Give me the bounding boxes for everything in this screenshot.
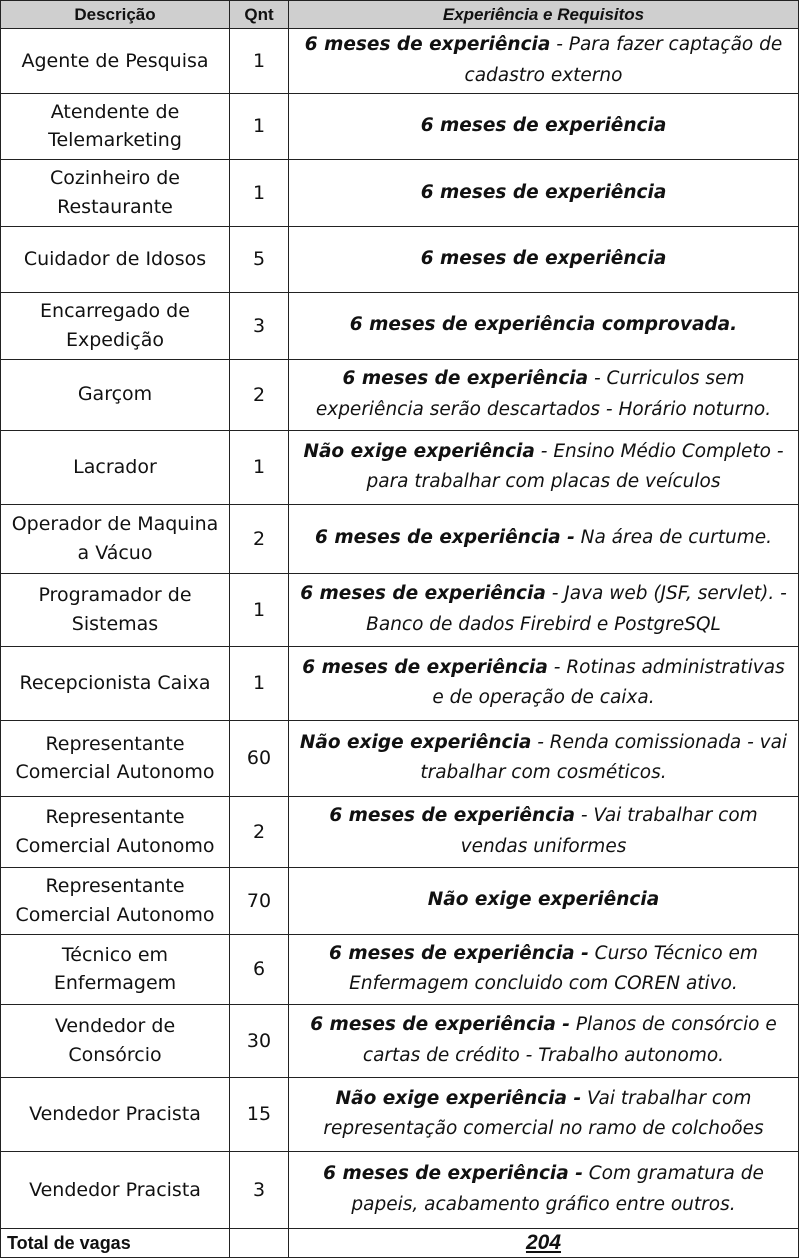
cell-descricao: Atendente de Telemarketing [1,93,230,159]
cell-descricao: Vendedor Pracista [1,1077,230,1151]
requisitos-detail: - Java web (JSF, servlet). - Banco de dados Firebird e PostgreSQL [366,583,787,635]
cell-descricao: Recepcionista Caixa [1,646,230,720]
requisitos-lead: 6 meses de experiência [420,115,667,137]
header-descricao: Descrição [1,1,230,29]
table-row [1,292,799,359]
header-qnt: Qnt [230,1,289,29]
cell-qnt: 5 [230,226,289,292]
cell-descricao: Vendedor Pracista [1,1151,230,1228]
table-row [1,720,799,796]
cell-qnt: 1 [230,29,289,94]
requisitos-lead: Não exige experiência [299,731,532,753]
requisitos-detail: Na área de curtume. [574,527,772,549]
cell-qnt: 6 [230,934,289,1004]
requisitos-lead: 6 meses de experiência [300,583,546,605]
cell-descricao: Encarregado de Expedição [1,292,230,359]
cell-requisitos [289,573,799,646]
cell-requisitos [289,504,799,573]
requisitos-detail: - Ensino Médio Completo - para trabalhar com placas de veículos [366,440,784,493]
requisitos-lead: 6 meses de experiência [342,368,589,390]
total-label: Total de vagas [1,1229,230,1258]
cell-qnt: 1 [230,573,289,646]
requisitos-lead: 6 meses de experiência - [310,1014,570,1036]
cell-qnt: 60 [230,720,289,796]
cell-descricao: Técnico em Enfermagem [1,934,230,1004]
cell-descricao: Agente de Pesquisa [1,29,230,94]
requisitos-lead: 6 meses de experiência [329,805,575,827]
cell-descricao: Operador de Maquina a Vácuo [1,504,230,573]
cell-qnt: 2 [230,504,289,573]
table-row [1,504,799,573]
table-row [1,646,799,720]
cell-descricao: Garçom [1,359,230,430]
cell-qnt: 15 [230,1077,289,1151]
cell-descricao: Vendedor de Consórcio [1,1004,230,1077]
cell-qnt: 2 [230,796,289,867]
requisitos-lead: Não exige experiência [303,440,535,462]
cell-requisitos [289,1004,799,1077]
requisitos-detail: - Vai trabalhar com vendas uniformes [460,805,758,857]
requisitos-lead: 6 meses de experiência [420,247,667,269]
header-row [1,1,799,29]
requisitos-detail: Com gramatura de papeis, acabamento gráfico entre outros. [351,1163,764,1215]
requisitos-detail: - Renda comissionada - vai trabalhar com cosméticos. [420,731,788,784]
table-row [1,226,799,292]
cell-requisitos [289,159,799,226]
requisitos-detail: - Para fazer captação de cadastro externo [464,34,783,86]
requisitos-lead: 6 meses de experiência [420,181,667,203]
cell-requisitos [289,359,799,430]
cell-qnt: 1 [230,646,289,720]
requisitos-detail: - Curriculos sem experiência serão descartados - Horário noturno. [315,368,772,420]
table-row [1,29,799,94]
cell-requisitos [289,796,799,867]
requisitos-lead: 6 meses de experiência [302,656,548,678]
total-value: 204 [289,1229,799,1258]
cell-descricao: Representante Comercial Autonomo [1,720,230,796]
table-row [1,867,799,934]
requisitos-lead: 6 meses de experiência [304,34,551,56]
cell-qnt: 1 [230,430,289,504]
cell-requisitos [289,720,799,796]
cell-requisitos [289,93,799,159]
cell-descricao: Cuidador de Idosos [1,226,230,292]
cell-descricao: Representante Comercial Autonomo [1,796,230,867]
cell-qnt: 2 [230,359,289,430]
cell-descricao: Programador de Sistemas [1,573,230,646]
cell-descricao: Representante Comercial Autonomo [1,867,230,934]
cell-descricao: Cozinheiro de Restaurante [1,159,230,226]
total-row [1,1229,799,1258]
total-spacer [230,1229,289,1258]
requisitos-lead: Não exige experiência - [335,1087,582,1109]
cell-qnt: 30 [230,1004,289,1077]
cell-requisitos [289,934,799,1004]
requisitos-lead: 6 meses de experiência - [315,527,575,549]
header-requisitos: Experiência e Requisitos [289,1,799,29]
cell-requisitos [289,867,799,934]
cell-qnt: 1 [230,93,289,159]
requisitos-lead: 6 meses de experiência - [329,942,589,964]
requisitos-detail: Vai trabalhar com representação comercial no ramo de colchoões [323,1087,764,1140]
cell-qnt: 3 [230,292,289,359]
cell-requisitos [289,646,799,720]
cell-qnt: 70 [230,867,289,934]
table-row [1,93,799,159]
cell-requisitos [289,29,799,94]
cell-qnt: 3 [230,1151,289,1228]
table-row [1,573,799,646]
cell-requisitos [289,1077,799,1151]
table-row [1,159,799,226]
requisitos-detail: Curso Técnico em Enfermagem concluido com COREN ativo. [349,942,758,995]
cell-requisitos [289,430,799,504]
table-row [1,1077,799,1151]
requisitos-lead: 6 meses de experiência comprovada. [349,314,738,336]
table-row [1,1004,799,1077]
cell-requisitos [289,292,799,359]
requisitos-detail: Planos de consórcio e cartas de crédito - Trabalho autonomo. [362,1014,777,1066]
table-row [1,1151,799,1228]
requisitos-lead: 6 meses de experiência - [323,1163,583,1185]
table-row [1,359,799,430]
requisitos-lead: Não exige experiência [427,889,660,911]
requisitos-detail: - Rotinas administrativas e de operação de caixa. [432,656,785,709]
cell-descricao: Lacrador [1,430,230,504]
table-row [1,934,799,1004]
table-row [1,430,799,504]
cell-requisitos [289,1151,799,1228]
cell-requisitos [289,226,799,292]
cell-qnt: 1 [230,159,289,226]
table-row [1,796,799,867]
